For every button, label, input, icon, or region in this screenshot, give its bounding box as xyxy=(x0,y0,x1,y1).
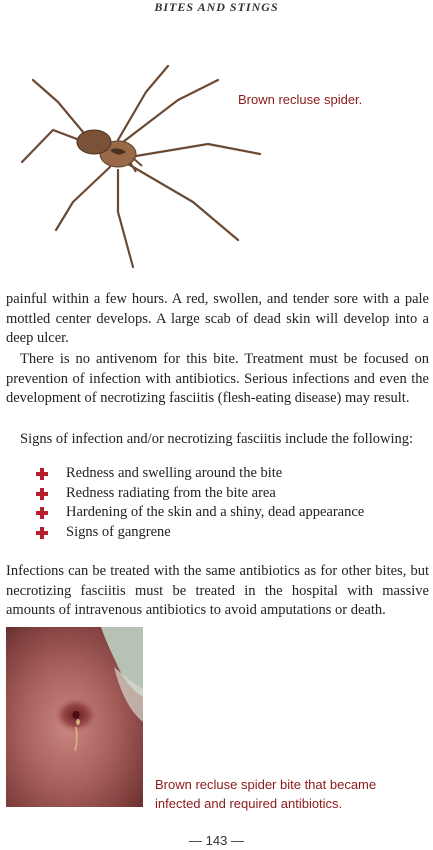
list-item xyxy=(36,503,364,523)
brown-recluse-spider-image xyxy=(18,62,268,272)
spider-caption: Brown recluse spider. xyxy=(238,92,363,107)
page-number: — 143 — xyxy=(189,833,244,848)
red-cross-icon xyxy=(36,507,48,519)
list-item xyxy=(36,523,364,543)
list-item-text: Redness and swelling around the bite xyxy=(66,465,283,481)
bite-caption-line2: infected and required antibiotics. xyxy=(155,796,343,811)
paragraph-treatment: There is no antivenom for this bite. Treatment must be focused on prevention of infection with antibiotics. Serious infections and even the development of necrotizing fasciitis (flesh-eating disease) may result. xyxy=(6,351,429,406)
paragraph-signs-intro: Signs of infection and/or necrotizing fasciitis include the following: xyxy=(20,431,414,447)
list-item-text: Redness radiating from the bite area xyxy=(66,484,276,501)
list-item xyxy=(36,484,364,504)
signs-list xyxy=(36,464,364,542)
list-item-text: Signs of gangrene xyxy=(66,523,171,540)
red-cross-icon xyxy=(36,488,48,500)
paragraph-antibiotics: Infections can be treated with the same antibiotics as for other bites, but necrotizing fasciitis must be treated in the hospital with massive amounts of intravenous antibiotics to avoid amputations or death. xyxy=(6,563,429,618)
bite-caption-line1: Brown recluse spider bite that became xyxy=(155,777,377,792)
red-cross-icon xyxy=(36,527,48,539)
list-item xyxy=(36,464,364,484)
infected-bite-photo xyxy=(6,627,143,807)
paragraph-symptoms: painful within a few hours. A red, swollen, and tender sore with a pale mottled center develops. A large scab of dead skin will develop into a deep ulcer. xyxy=(6,291,429,346)
list-item-text: Hardening of the skin and a shiny, dead appearance xyxy=(66,504,365,520)
running-head: BITES AND STINGS xyxy=(154,0,279,14)
red-cross-icon xyxy=(36,468,48,480)
bite-caption xyxy=(155,775,425,813)
